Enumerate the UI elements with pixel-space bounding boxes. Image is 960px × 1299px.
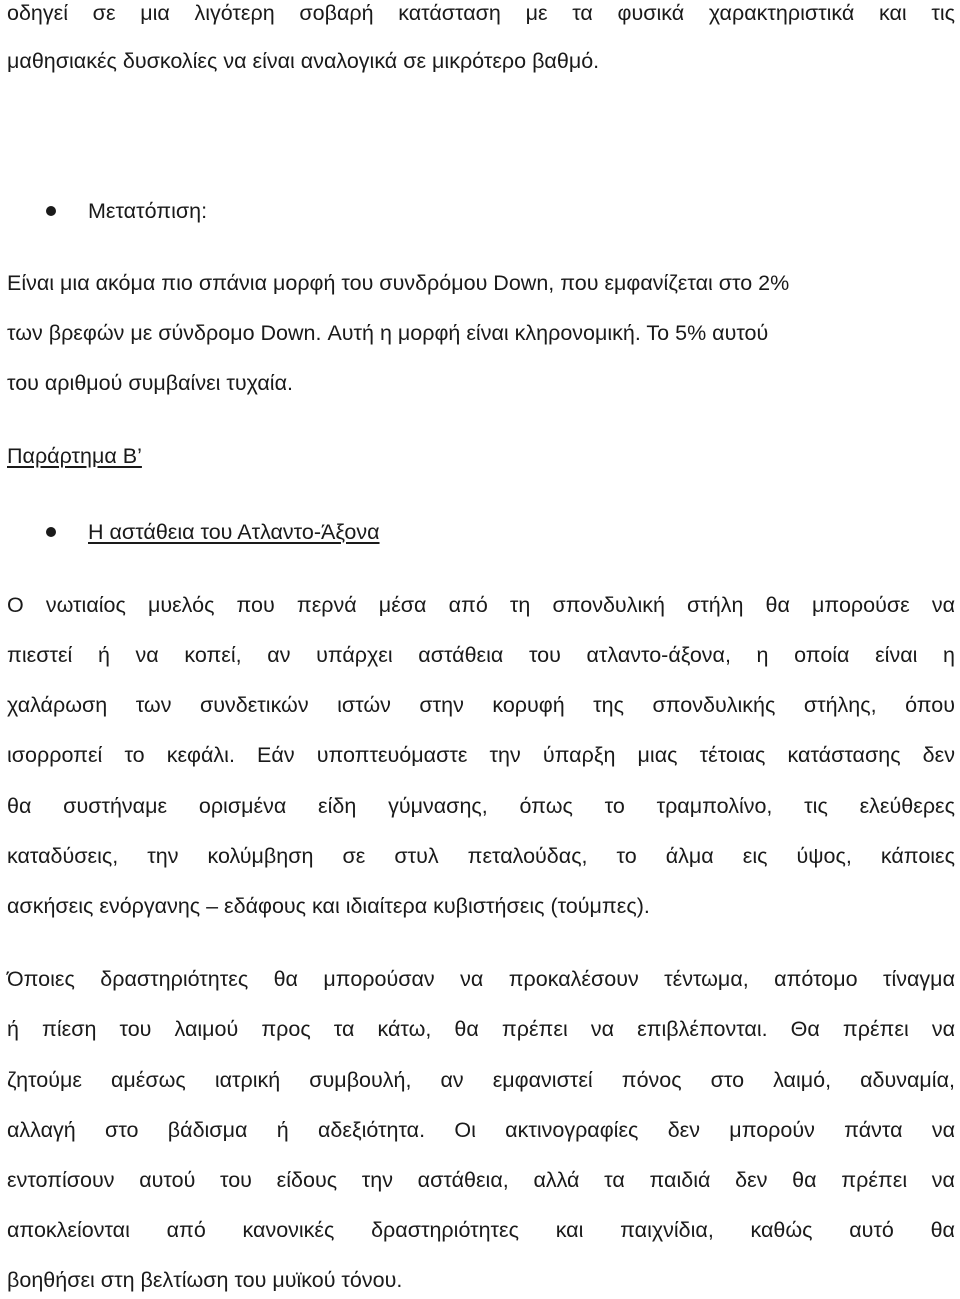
- translocation-line-3: του αριθμού συμβαίνει τυχαία.: [7, 371, 293, 395]
- translocation-line-2: των βρεφών με σύνδρομο Down. Αυτή η μορφή είναι κληρονομική. Το 5% αυτού: [7, 321, 769, 345]
- translocation-line-1: Είναι μια ακόμα πιο σπάνια μορφή του συνδρόμου Down, που εμφανίζεται στο 2%: [7, 271, 790, 295]
- paragraph2-line-5: εντοπίσουν αυτού του είδους την αστάθεια, αλλά τα παιδιά δεν θα πρέπει να: [7, 1168, 955, 1192]
- paragraph2-line-4: αλλαγή στο βάδισμα ή αδεξιότητα. Οι ακτινογραφίες δεν μπορούν πάντα να: [7, 1118, 955, 1142]
- paragraph1-line-1: Ο νωτιαίος μυελός που περνά μέσα από τη σπονδυλική στήλη θα μπορούσε να: [7, 593, 955, 617]
- paragraph1-line-7: ασκήσεις ενόργανης – εδάφους και ιδιαίτερα κυβιστήσεις (τούμπες).: [7, 894, 650, 918]
- appendix-bullet-heading: Η αστάθεια του Ατλαντο-Άξονα: [88, 520, 380, 544]
- paragraph1-line-4: ισορροπεί το κεφάλι. Εάν υποπτευόμαστε την ύπαρξη μιας τέτοιας κατάστασης δεν: [7, 743, 955, 767]
- appendix-title: Παράρτημα Β’: [7, 444, 142, 468]
- intro-line-2: μαθησιακές δυσκολίες να είναι αναλογικά σε μικρότερο βαθμό.: [7, 49, 600, 73]
- paragraph1-line-5: θα συστήναμε ορισμένα είδη γύμνασης, όπως το τραμπολίνο, τις ελεύθερες: [7, 794, 955, 818]
- paragraph1-line-6: καταδύσεις, την κολύμβηση σε στυλ πεταλούδας, το άλμα εις ύψος, κάποιες: [7, 844, 955, 868]
- translocation-heading: Μετατόπιση:: [88, 199, 208, 223]
- bullet-icon: [46, 206, 56, 216]
- paragraph2-line-2: ή πίεση του λαιμού προς τα κάτω, θα πρέπει να επιβλέπονται. Θα πρέπει να: [7, 1017, 955, 1041]
- paragraph2-line-1: Όποιες δραστηριότητες θα μπορούσαν να προκαλέσουν τέντωμα, απότομο τίναγμα: [7, 967, 955, 991]
- intro-line-1: οδηγεί σε μια λιγότερη σοβαρή κατάσταση με τα φυσικά χαρακτηριστικά και τις: [7, 1, 955, 25]
- paragraph2-line-7: βοηθήσει στη βελτίωση του μυϊκού τόνου.: [7, 1268, 403, 1292]
- paragraph2-line-6: αποκλείονται από κανονικές δραστηριότητες και παιχνίδια, καθώς αυτό θα: [7, 1218, 955, 1242]
- paragraph1-line-2: πιεστεί ή να κοπεί, αν υπάρχει αστάθεια του ατλαντο-άξονα, η οποία είναι η: [7, 643, 955, 667]
- paragraph1-line-3: χαλάρωση των συνδετικών ιστών στην κορυφή της σπονδυλικής στήλης, όπου: [7, 693, 955, 717]
- paragraph2-line-3: ζητούμε αμέσως ιατρική συμβουλή, αν εμφανιστεί πόνος στο λαιμό, αδυναμία,: [7, 1068, 955, 1092]
- bullet-icon: [46, 527, 56, 537]
